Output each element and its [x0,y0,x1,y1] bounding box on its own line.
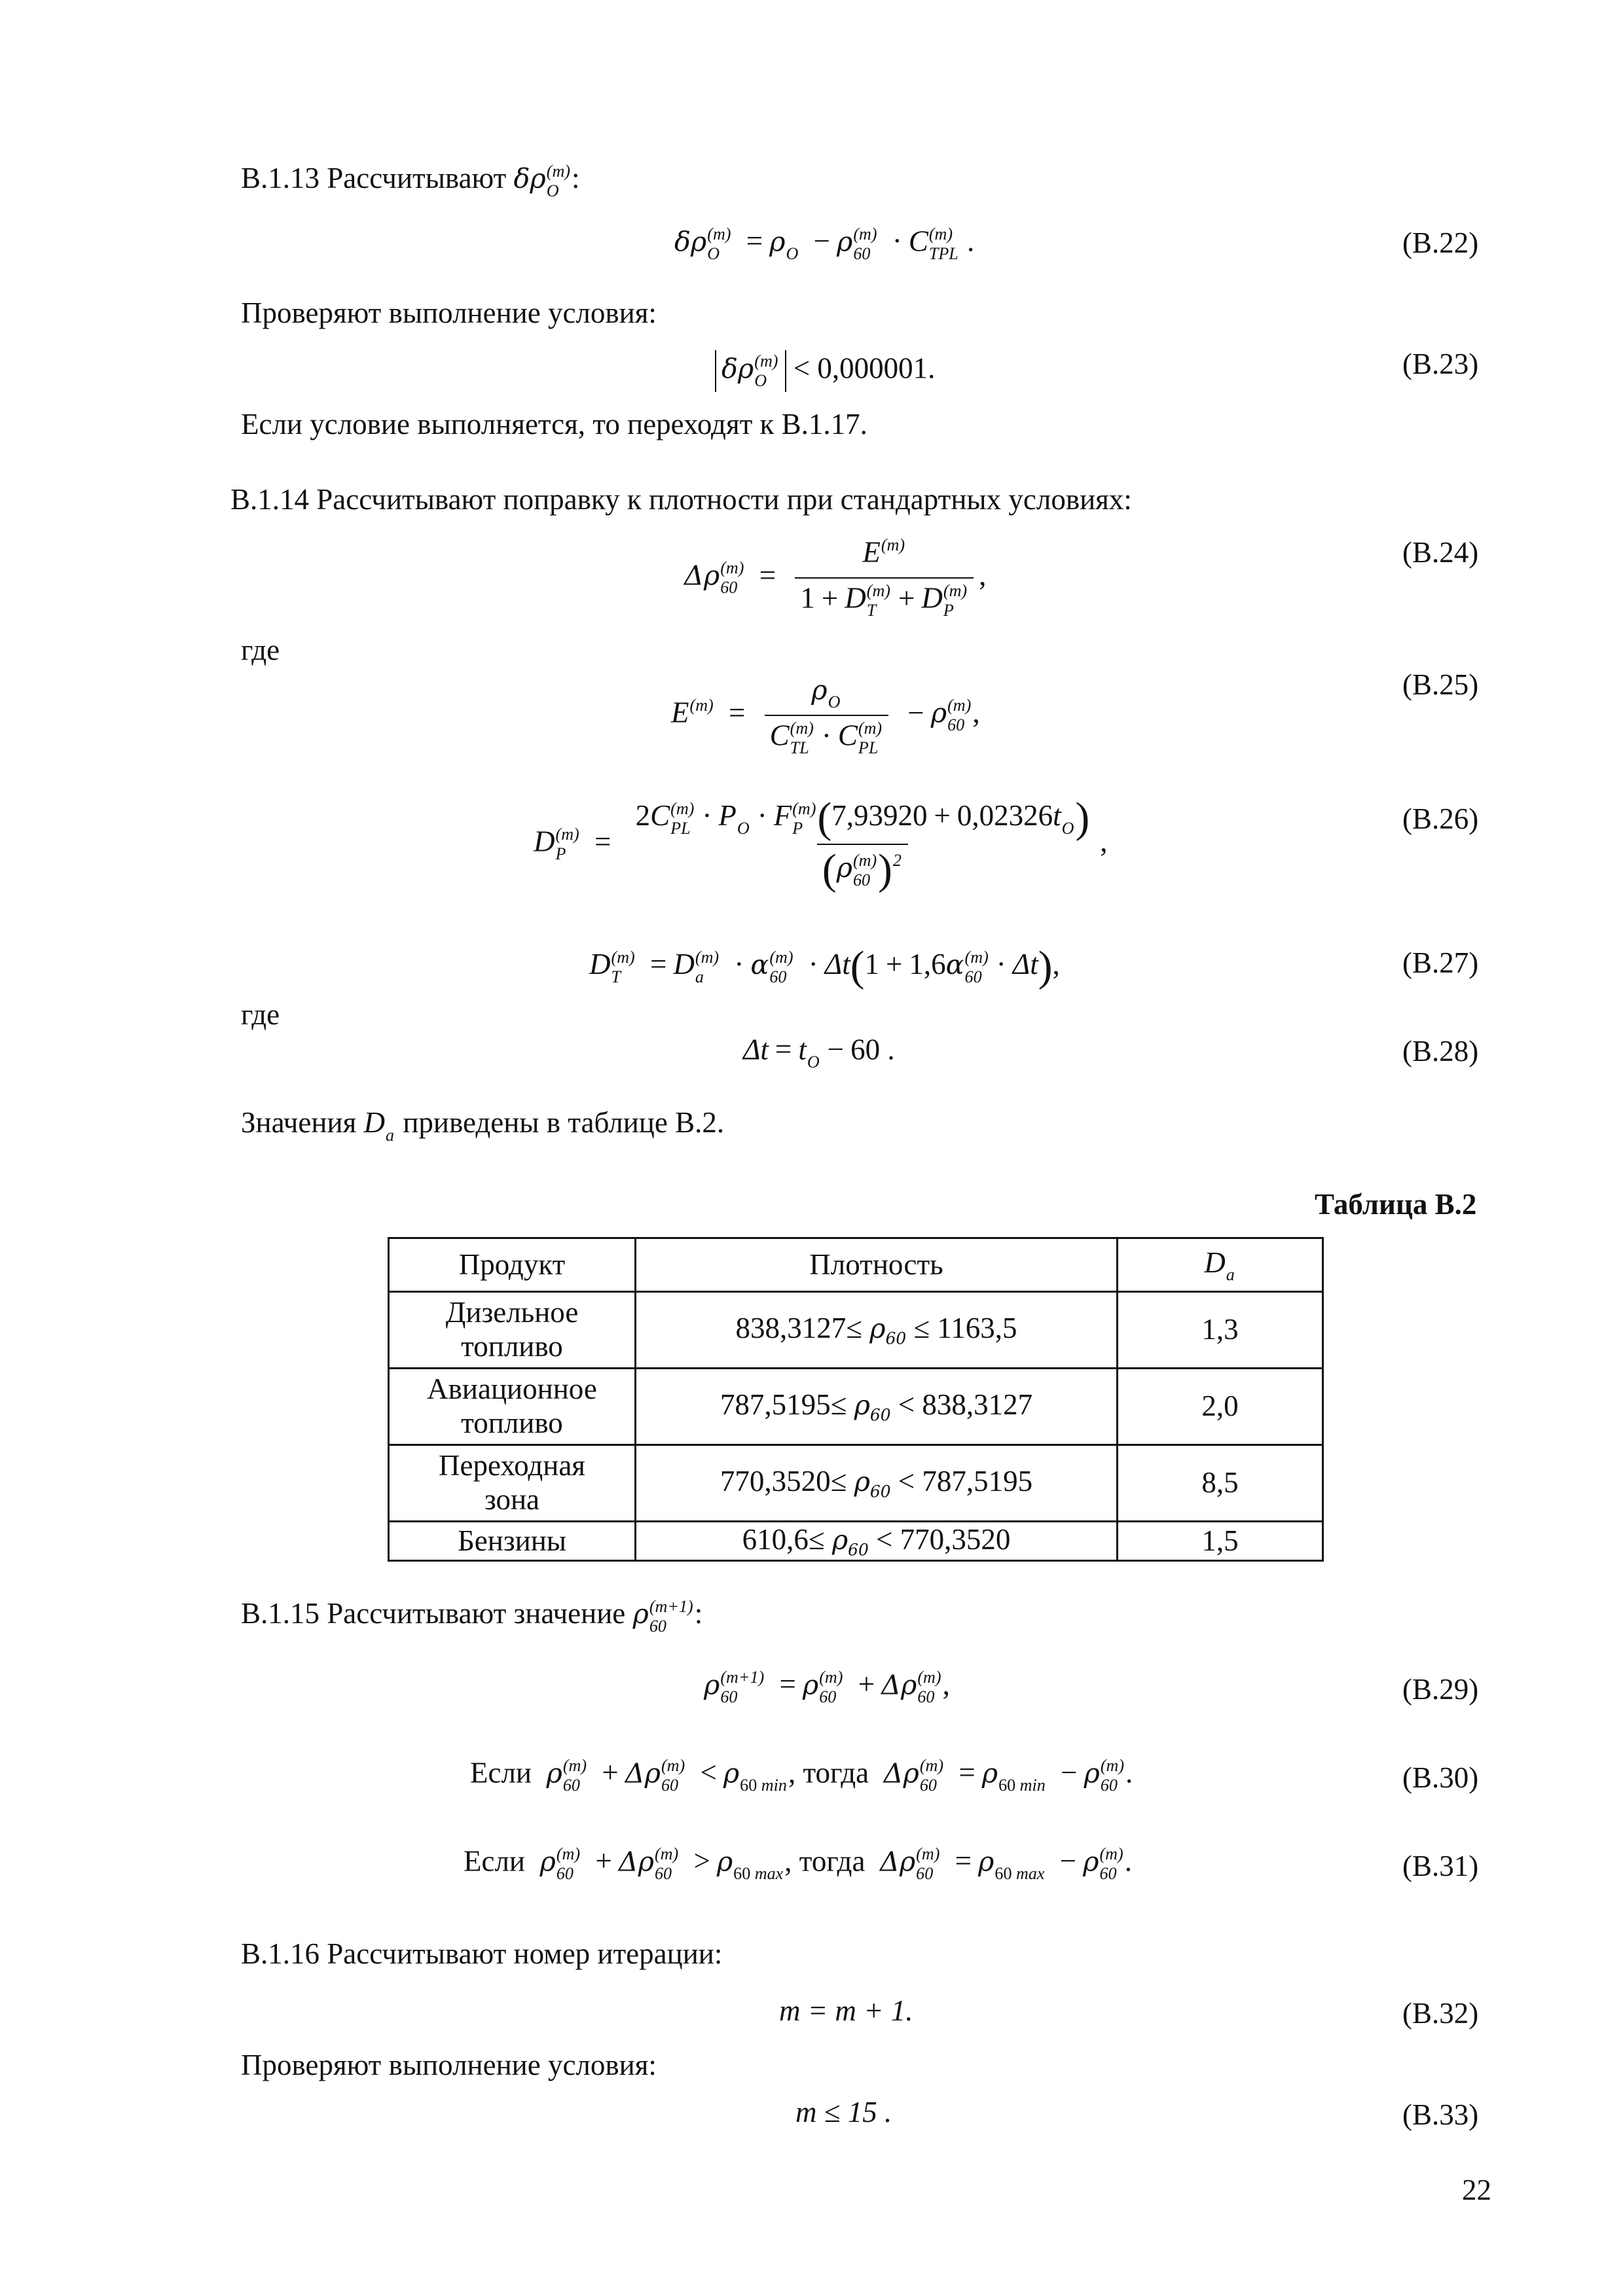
table-cell-da: 1,3 [1118,1292,1323,1369]
section-b116-heading: В.1.16 Рассчитывают номер итерации: [241,1937,723,1970]
density-low: 610,6≤ [742,1522,825,1556]
density-rel: ≤ [913,1312,930,1345]
if-word: Если [464,1844,525,1878]
section-b115-heading: В.1.15 Рассчитывают значение ρ (m+1) 60 : [241,1596,703,1636]
table-row [389,1445,1323,1522]
check-condition-text: Проверяют выполнение условия: [241,296,657,329]
formula-b23: δρ (m) O < 0,000001. [715,350,935,392]
formula-b29: ρ (m+1) 60 = ρ (m) 60 + Δρ (m) 60 , [704,1668,950,1707]
table-cell-da: 8,5 [1118,1445,1323,1522]
table-header-product: Продукт [389,1238,636,1292]
formula-b24: Δρ (m) 60 = E (m) 1 + D (m) T + D (m) P , [684,535,987,620]
product-line: зона [484,1483,540,1516]
table-cell-product [389,1292,636,1369]
table-b2 [388,1237,1324,1562]
eq-number: (В.29) [1402,1673,1479,1706]
table-header-density: Плотность [636,1238,1118,1292]
table-row [389,1292,1323,1369]
condition-met-text: Если условие выполняется, то переходят к В.1.17. [241,408,867,440]
where-text: где [241,998,280,1031]
formula-b26-c2: 0,02326 [957,798,1053,832]
table-row [389,1369,1323,1445]
formula-b30: Если ρ (m) 60 + Δρ (m) 60 < ρ 60 min , тогда Δρ (m) 60 = ρ 60 min − ρ (m) 60 . [470,1756,1133,1795]
eq-number: (В.26) [1402,802,1479,835]
formula-b25: E (m) = ρ O C (m) TL · C (m) PL − ρ (m) 60 , [671,674,980,758]
formula-b32: m = m + 1. [779,1994,913,2027]
eq-number: (В.33) [1402,2098,1479,2131]
table-cell-density: $787,5195\le \rho_{60} < 838,3127$ [636,1369,1118,1445]
eq-number: (В.24) [1402,536,1479,569]
formula-b27: D (m) T = D (m) a · α (m) 60 · Δt(1 + 1,6α (m) 60 · Δt), [589,943,1060,990]
product-line: Переходная [439,1449,585,1482]
density-low: 770,3520≤ [720,1465,847,1498]
density-high: 1163,5 [937,1312,1017,1345]
eq-number: (В.32) [1402,1997,1479,2030]
then-word: , тогда [788,1756,869,1789]
table-row [389,1522,1323,1561]
density-low: 838,3127≤ [735,1312,862,1345]
then-word: , тогда [784,1844,866,1878]
eq-number: (В.22) [1402,226,1479,259]
formula-b22-end: . [967,224,975,258]
section-label: В.1.13 Рассчитывают [241,162,507,194]
table-cell-density: $838,3127\le \rho_{60} \le 1163,5$ [636,1292,1118,1369]
table-header-row [389,1238,1323,1292]
values-text-pre: Значения [241,1106,357,1139]
table-cell-density: $770,3520\le \rho_{60} < 787,5195$ [636,1445,1118,1522]
product-line: топливо [461,1407,563,1439]
density-high: 838,3127 [922,1388,1033,1422]
where-text: где [241,634,280,666]
table-cell-product [389,1369,636,1445]
eq-number: (В.23) [1402,348,1479,380]
table-cell-product [389,1522,636,1561]
formula-b33: m ≤ 15 . [795,2096,892,2128]
formula-b31: Если ρ (m) 60 + Δρ (m) 60 > ρ 60 max , тогда Δρ (m) 60 = ρ 60 max − ρ (m) 60 . [464,1844,1132,1884]
product-line: топливо [461,1330,563,1363]
density-rel: < [898,1465,915,1498]
formula-b26-c1: 7,93920 [831,798,928,832]
formula-b26: D (m) P = 2C (m) PL · P O · F (m) P (7,93920 + 0,02326t O ) (ρ (m) 60 ) 2 , [534,795,1108,894]
eq-number: (В.25) [1402,668,1479,701]
eq-number: (В.28) [1402,1035,1479,1067]
table-cell-product [389,1445,636,1522]
section-b113-heading: В.1.13 Рассчитывают δρ (m) O : [241,161,580,200]
table-header-da: D a [1118,1238,1323,1292]
table-cell-density: $610,6\le \rho_{60} < 770,3520$ [636,1522,1118,1561]
eq-number: (В.30) [1402,1761,1479,1794]
section-b114-heading: В.1.14 Рассчитывают поправку к плотности при стандартных условиях: [230,483,1132,516]
values-text: Значения D a приведены в таблице В.2. [241,1106,725,1145]
if-word: Если [470,1756,532,1789]
table-cell-da: 1,5 [1118,1522,1323,1561]
colon: : [694,1597,703,1630]
density-high: 770,3520 [900,1522,1011,1556]
values-text-post: приведены в таблице В.2. [403,1106,725,1139]
eq-number: (В.31) [1402,1850,1479,1882]
product-line: Бензины [457,1524,567,1557]
table-cell-da: 2,0 [1118,1369,1323,1445]
density-rel: < [898,1388,915,1422]
density-low: 787,5195≤ [720,1388,847,1422]
formula-b28: Δt = t O − 60 . [743,1033,895,1072]
section-label: В.1.15 Рассчитывают значение [241,1597,626,1630]
formula-b27-c: 1,6 [909,947,946,980]
colon: : [572,162,580,194]
formula-b22: δρ (m) O = ρ O − ρ (m) 60 · C (m) TPL . [674,224,975,264]
page-number: 22 [1462,2174,1491,2206]
density-rel: < [876,1522,893,1556]
formula-b23-value: < 0,000001. [793,351,936,385]
formula-b28-value: 60 [850,1033,881,1066]
product-line: Авиационное [427,1372,597,1406]
eq-number: (В.27) [1402,946,1479,979]
product-line: Дизельное [445,1296,579,1329]
density-high: 787,5195 [922,1465,1033,1498]
check-condition-text: Проверяют выполнение условия: [241,2049,657,2081]
table-title: Таблица В.2 [1315,1188,1477,1221]
